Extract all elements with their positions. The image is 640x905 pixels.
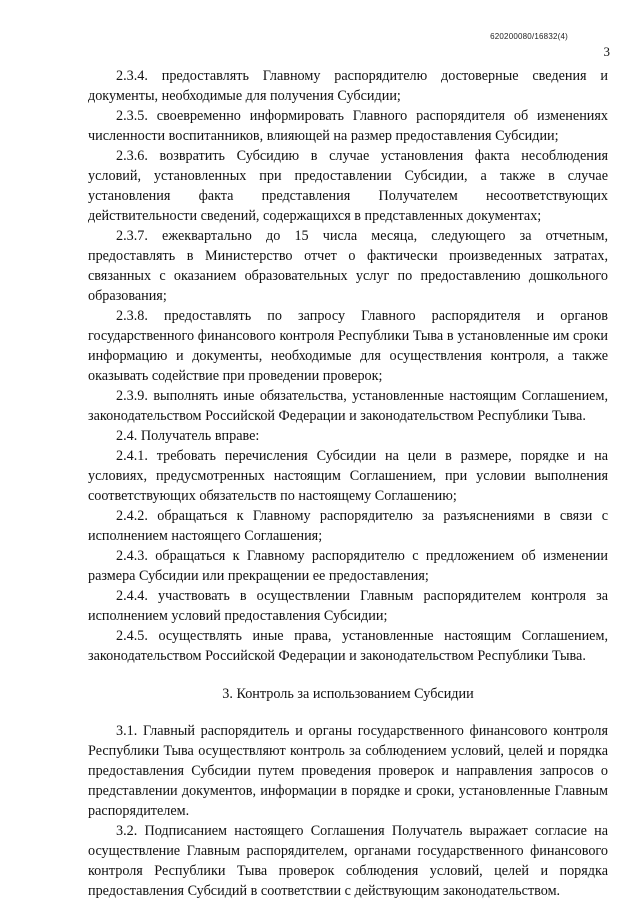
paragraph-2-4-1: 2.4.1. требовать перечисления Субсидии на цели в размере, порядке и на условиях, предусмотренных настоящим Соглашением, при условии выполнения соответствующих обязательств по настоящему Соглашению;: [88, 448, 608, 504]
paragraph-3-1: 3.1. Главный распорядитель и органы государственного финансового контроля Республики Тыва осуществляют контроль за соблюдением условий, целей и порядка предоставления Субсидии путем проведения проверок и направления запросов о представлении документов, информации в порядке и сроки, установленные Главным распорядителем.: [88, 723, 608, 819]
document-id: 620200080/16832(4): [490, 32, 568, 41]
section-title: 3. Контроль за использованием Субсидии: [222, 686, 474, 702]
paragraph-2-3-9: 2.3.9. выполнять иные обязательства, установленные настоящим Соглашением, законодательством Российской Федерации и законодательством Республики Тыва.: [88, 388, 608, 424]
paragraph-2-4-2: 2.4.2. обращаться к Главному распорядителю за разъяснениями в связи с исполнением настоящего Соглашения;: [88, 508, 608, 544]
document-body: [88, 66, 608, 901]
paragraph-2-4: 2.4. Получатель вправе:: [116, 428, 260, 444]
paragraph-3-2: 3.2. Подписанием настоящего Соглашения Получатель выражает согласие на осуществление Главным распорядителем, органами государственного финансового контроля Республики Тыва проверок соблюдения условий, целей и порядка предоставления Субсидий в соответствии с действующим законодательством.: [88, 823, 608, 899]
page-number: 3: [603, 44, 610, 59]
paragraph-2-3-6: 2.3.6. возвратить Субсидию в случае установления факта несоблюдения условий, установленных при предоставлении Субсидии, а также в случае установления факта представления Получателем несоответствующих действительности сведений, содержащихся в представленных документах;: [88, 148, 608, 224]
paragraph-2-3-4: 2.3.4. предоставлять Главному распорядителю достоверные сведения и документы, необходимые для получения Субсидии;: [88, 68, 608, 104]
paragraph-2-3-8: 2.3.8. предоставлять по запросу Главного распорядителя и органов государственного финансового контроля Республики Тыва в установленные им сроки информацию и документы, необходимые для осуществления контроля, а также оказывать содействие при проведении проверок;: [88, 308, 608, 384]
paragraph-2-4-4: 2.4.4. участвовать в осуществлении Главным распорядителем контроля за исполнением условий предоставления Субсидии;: [88, 588, 608, 624]
paragraph-2-3-5: 2.3.5. своевременно информировать Главного распорядителя об изменениях численности воспитанников, влияющей на размер предоставления Субсидии;: [88, 108, 608, 144]
paragraph-2-4-3: 2.4.3. обращаться к Главному распорядителю с предложением об изменении размера Субсидии или прекращении ее предоставления;: [88, 548, 608, 584]
paragraph-2-3-7: 2.3.7. ежеквартально до 15 числа месяца, следующего за отчетным, предоставлять в Министерство отчет о фактически произведенных затратах, связанных с оказанием образовательных услуг по предоставлению дошкольного образования;: [88, 228, 608, 304]
paragraph-2-4-5: 2.4.5. осуществлять иные права, установленные настоящим Соглашением, законодательством Российской Федерации и законодательством Республики Тыва.: [88, 628, 608, 664]
